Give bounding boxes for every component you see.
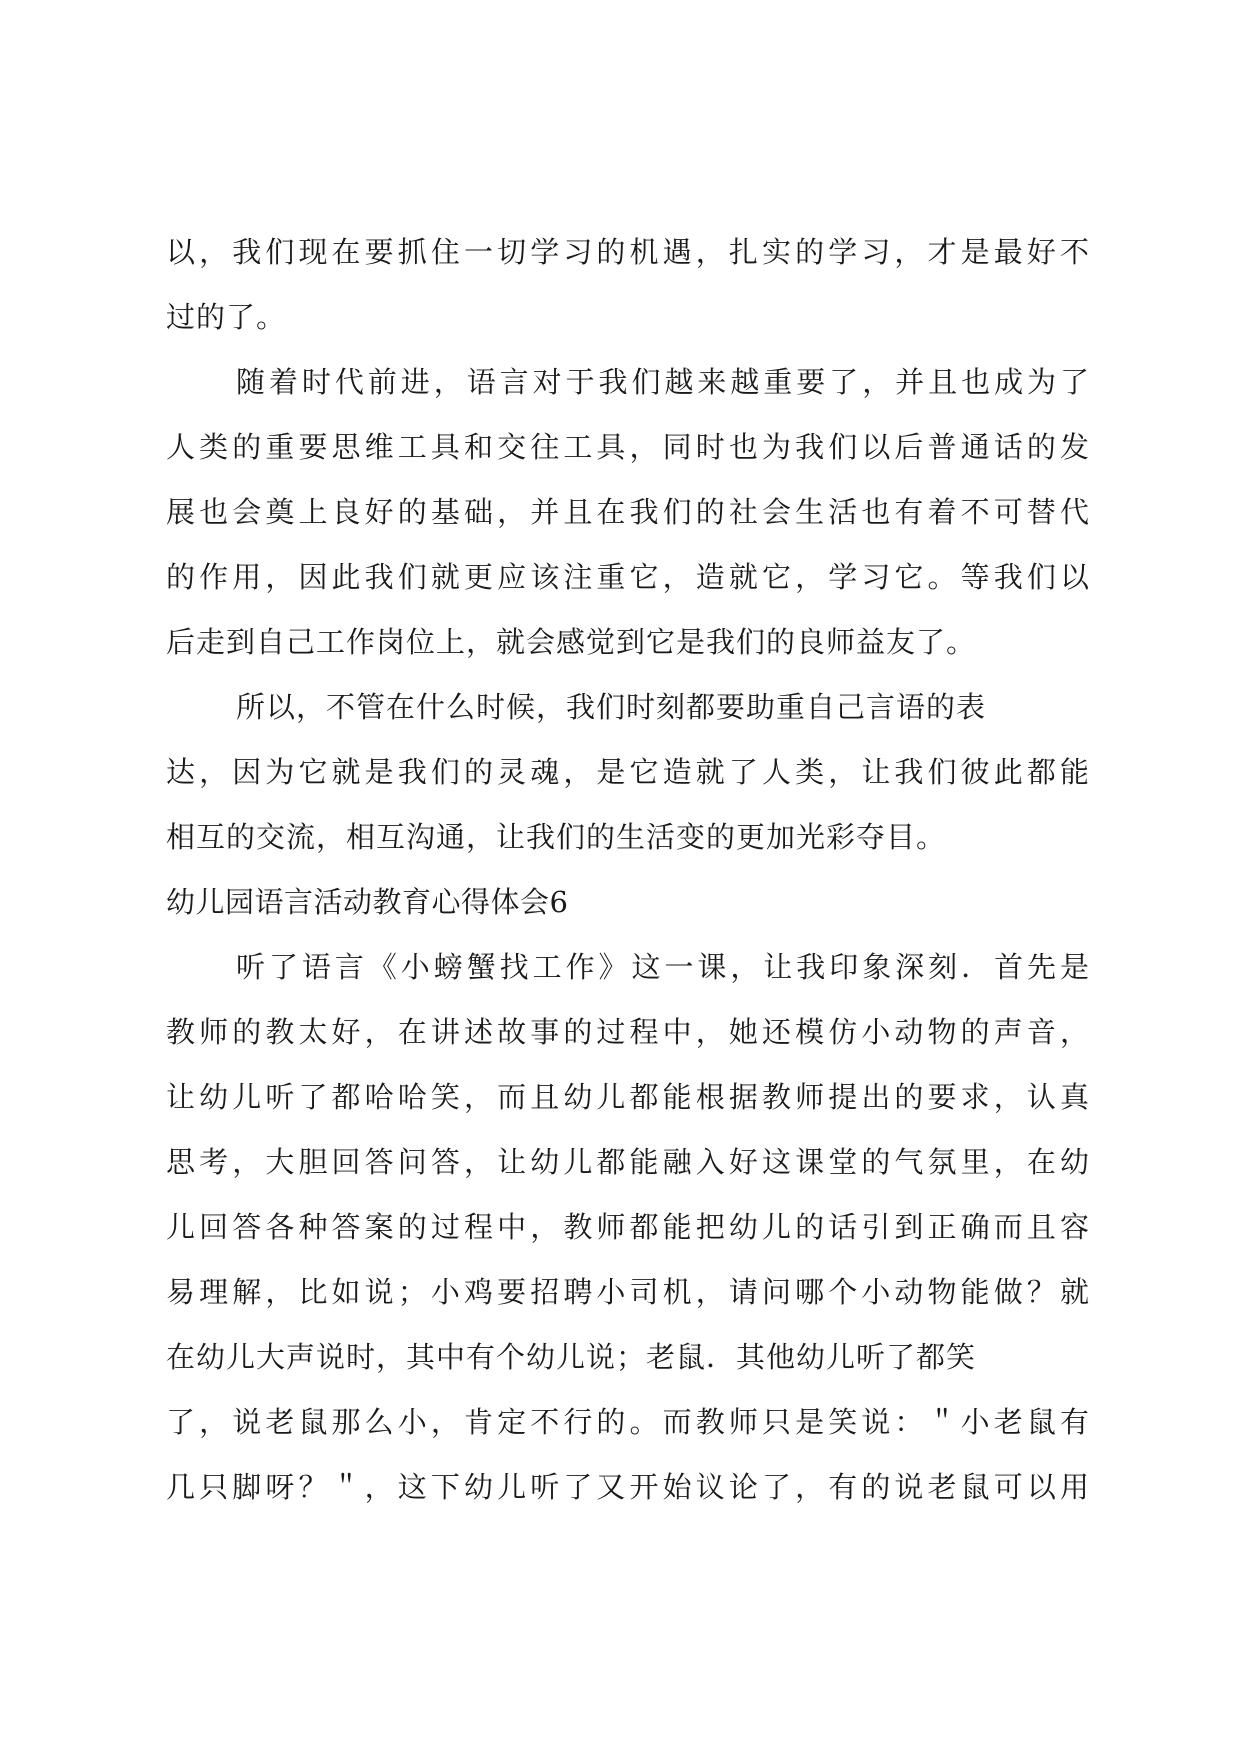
text-line: 以，我们现在要抓住一切学习的机遇，扎实的学习，才是最好不: [166, 235, 1090, 269]
text-line: 所以，不管在什么时候，我们时刻都要助重自己言语的表: [236, 690, 987, 724]
text-line: 了，说老鼠那么小，肯定不行的。而教师只是笑说：＂小老鼠有: [166, 1405, 1090, 1439]
text-line: 听了语言《小螃蟹找工作》这一课，让我印象深刻．首先是: [236, 950, 1090, 984]
document-body: [166, 220, 1090, 1520]
text-line: 后走到自己工作岗位上，就会感觉到它是我们的良师益友了。: [166, 625, 977, 659]
text-line: 让幼儿听了都哈哈笑，而且幼儿都能根据教师提出的要求，认真: [166, 1080, 1090, 1114]
text-line: 教师的教太好，在讲述故事的过程中，她还模仿小动物的声音，: [166, 1015, 1090, 1049]
text-line: 儿回答各种答案的过程中，教师都能把幼儿的话引到正确而且容: [166, 1210, 1090, 1244]
text-line: 过的了。: [166, 300, 287, 334]
text-line: 在幼儿大声说时，其中有个幼儿说；老鼠．其他幼儿听了都笑: [166, 1340, 977, 1374]
text-line: 思考，大胆回答问答，让幼儿都能融入好这课堂的气氛里，在幼: [166, 1145, 1090, 1179]
text-line: 几只脚呀？＂，这下幼儿听了又开始议论了，有的说老鼠可以用: [166, 1470, 1090, 1504]
text-line: 的作用，因此我们就更应该注重它，造就它，学习它。等我们以: [166, 560, 1090, 594]
text-line: 易理解，比如说；小鸡要招聘小司机，请问哪个小动物能做？就: [166, 1275, 1090, 1309]
text-line: 人类的重要思维工具和交往工具，同时也为我们以后普通话的发: [166, 430, 1090, 464]
text-line: 达，因为它就是我们的灵魂，是它造就了人类，让我们彼此都能: [166, 755, 1090, 789]
text-line: 展也会奠上良好的基础，并且在我们的社会生活也有着不可替代: [166, 495, 1090, 529]
text-line: 相互的交流，相互沟通，让我们的生活变的更加光彩夺目。: [166, 820, 947, 854]
section-heading: 幼儿园语言活动教育心得体会6: [166, 885, 569, 919]
text-line: 随着时代前进，语言对于我们越来越重要了，并且也成为了: [236, 365, 1090, 399]
